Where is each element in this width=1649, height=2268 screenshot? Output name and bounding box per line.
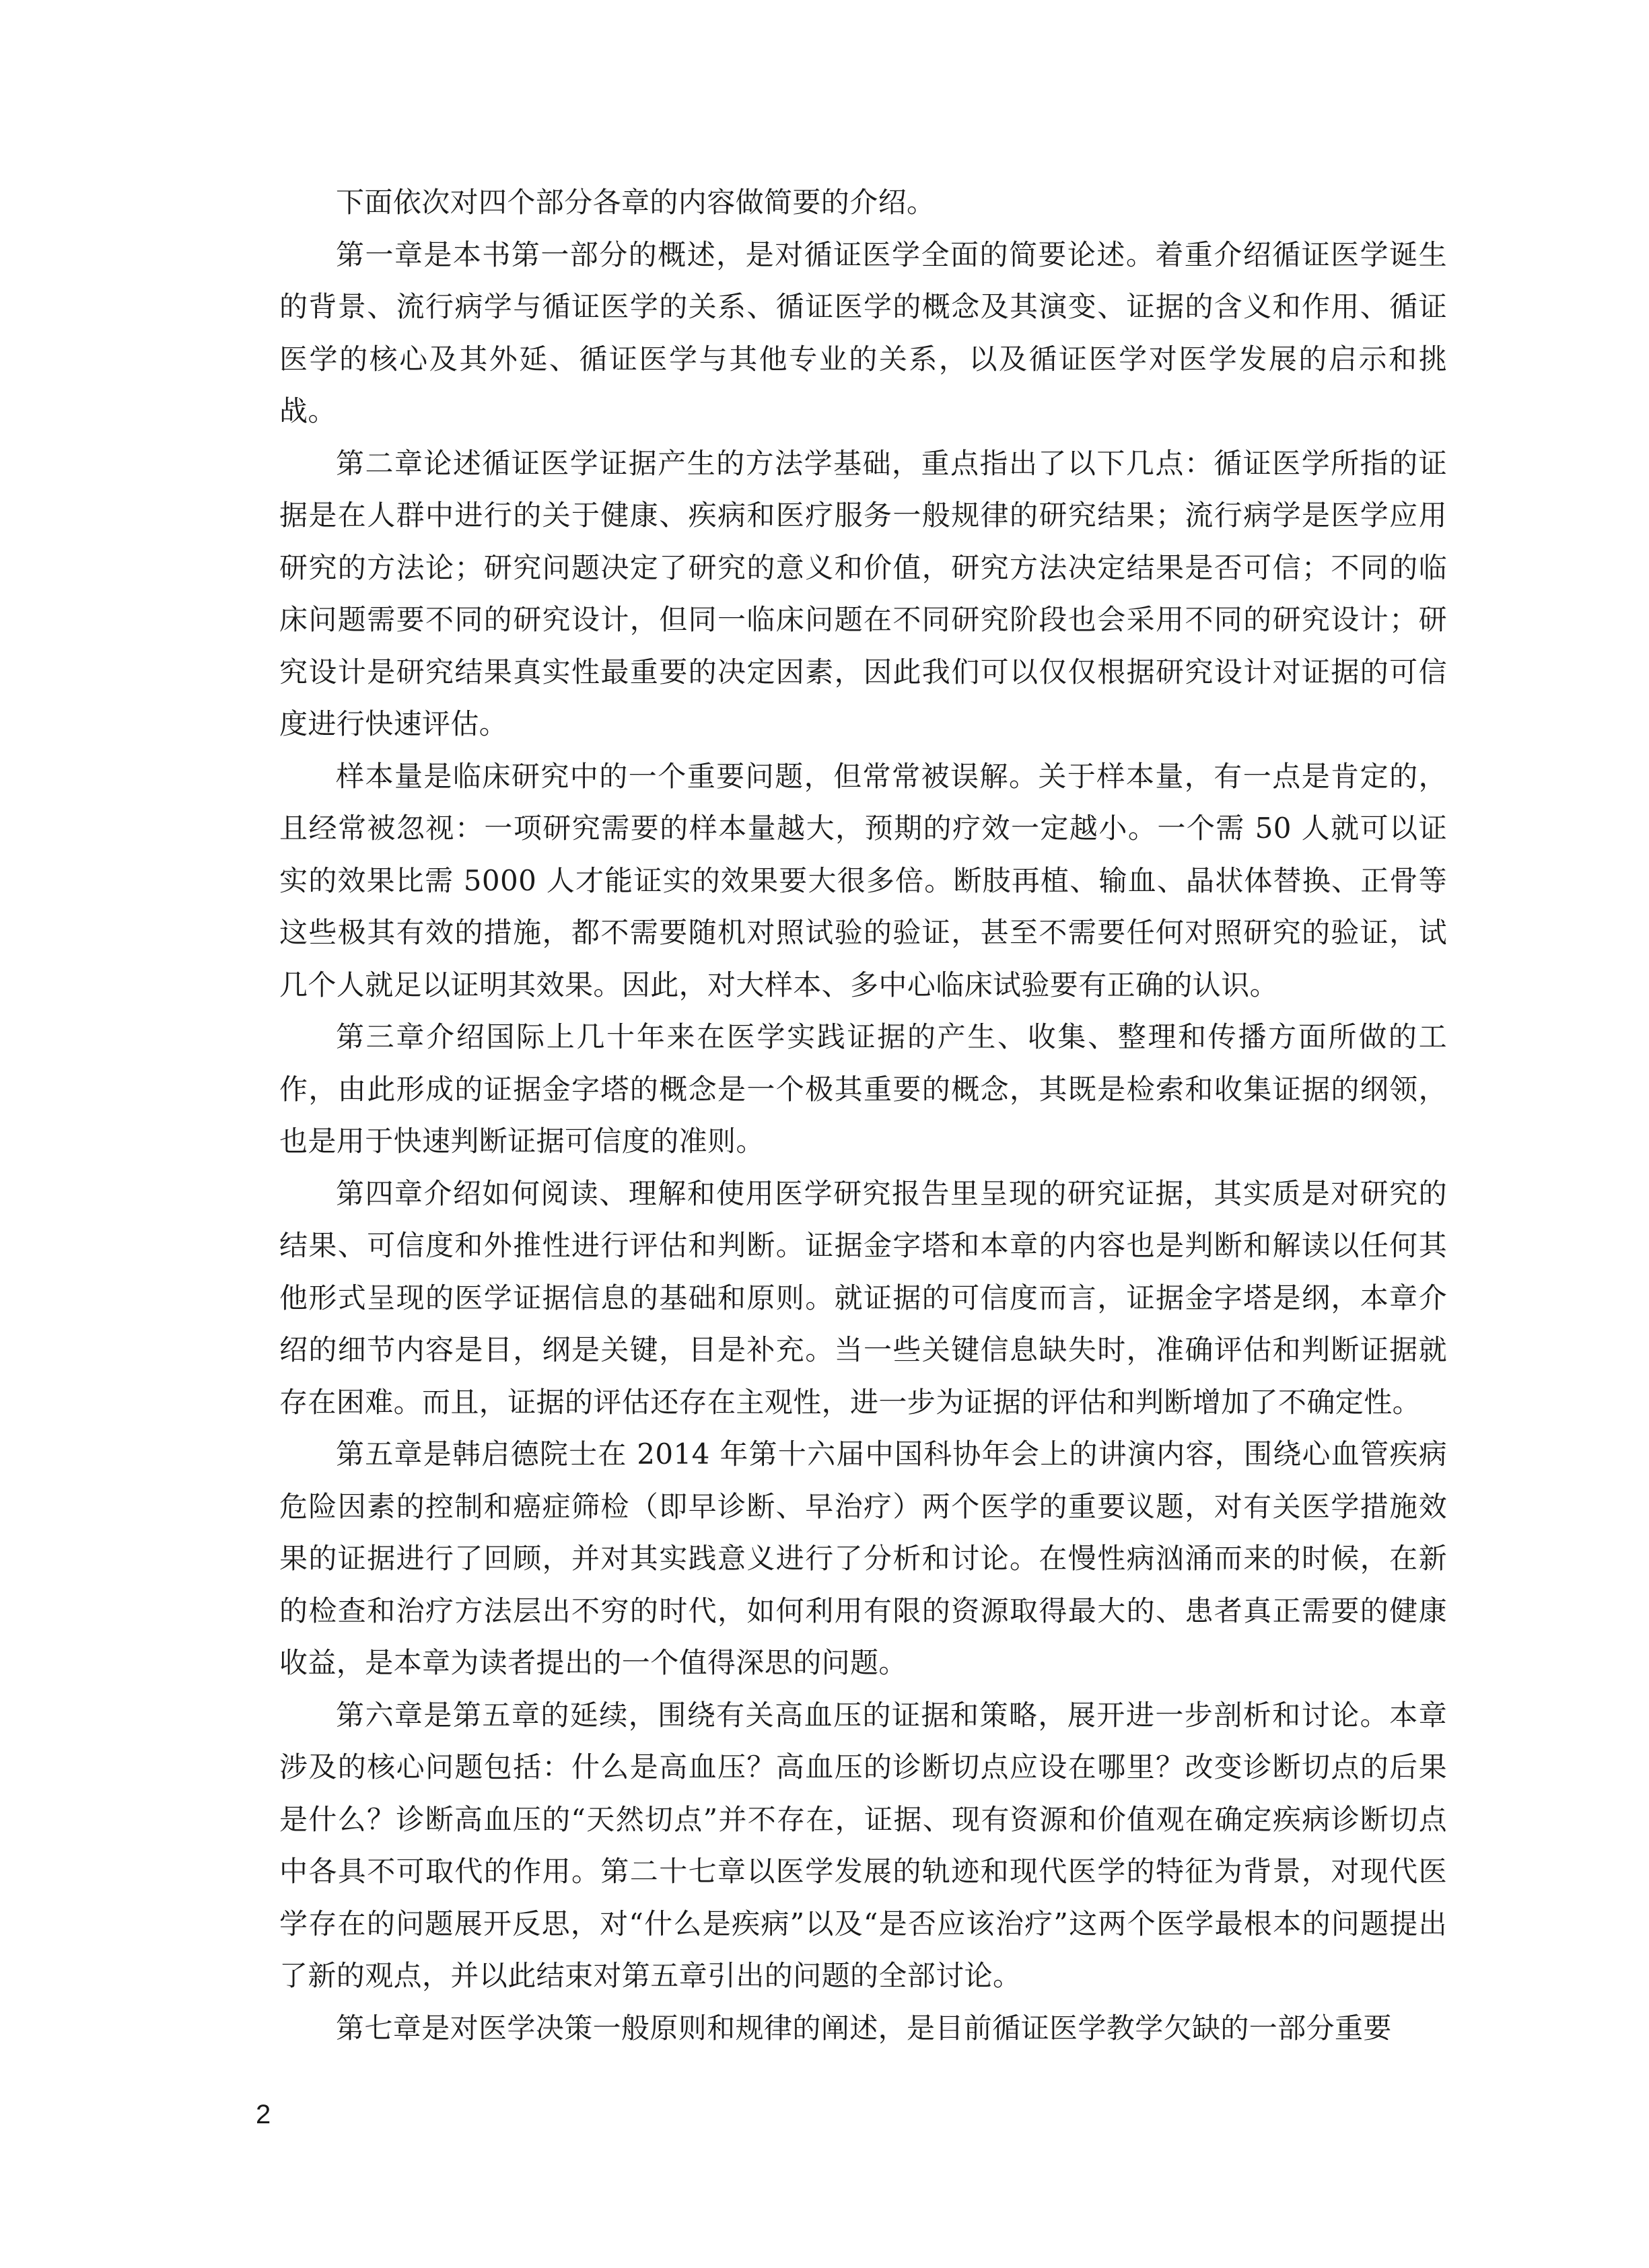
paragraph-chapter-5: 第五章是韩启德院士在 2014 年第十六届中国科协年会上的讲演内容，围绕心血管疾病危险因素的控制和癌症筛检（即早诊断、早治疗）两个医学的重要议题，对有关医学措施效果的证据进行了回顾，并对其实践意义进行了分析和讨论。在慢性病汹涌而来的时候，在新的检查和治疗方法层出不穷的时代，如何利用有限的资源取得最大的、患者真正需要的健康收益，是本章为读者提出的一个值得深思的问题。 — [279, 1438, 1447, 1679]
page-number: 2 — [256, 2100, 271, 2129]
paragraph-chapter-4: 第四章介绍如何阅读、理解和使用医学研究报告里呈现的研究证据，其实质是对研究的结果、可信度和外推性进行评估和判断。证据金字塔和本章的内容也是判断和解读以任何其他形式呈现的医学证据信息的基础和原则。就证据的可信度而言，证据金字塔是纲，本章介绍的细节内容是目，纲是关键，目是补充。当一些关键信息缺失时，准确评估和判断证据就存在困难。而且，证据的评估还存在主观性，进一步为证据的评估和判断增加了不确定性。 — [279, 1176, 1447, 1419]
paragraph-chapter-7: 第七章是对医学决策一般原则和规律的阐述，是目前循证医学教学欠缺的一部分重要 — [336, 2011, 1392, 2045]
paragraph-sample-size: 样本量是临床研究中的一个重要问题，但常常被误解。关于样本量，有一点是肯定的，且经常被忽视：一项研究需要的样本量越大，预期的疗效一定越小。一个需 50 人就可以证实的效果比需 5000 人才能证实的效果要大很多倍。断肢再植、输血、晶状体替换、正骨等这些极其有效的措施，都不需要随机对照试验的验证，甚至不需要任何对照研究的验证，试几个人就足以证明其效果。因此，对大样本、多中心临床试验要有正确的认识。 — [279, 759, 1447, 1001]
body-text — [279, 176, 1447, 2054]
paragraph-chapter-3: 第三章介绍国际上几十年来在医学实践证据的产生、收集、整理和传播方面所做的工作，由此形成的证据金字塔的概念是一个极其重要的概念，其既是检索和收集证据的纲领，也是用于快速判断证据可信度的准则。 — [279, 1020, 1447, 1158]
paragraph-chapter-2: 第二章论述循证医学证据产生的方法学基础，重点指出了以下几点：循证医学所指的证据是在人群中进行的关于健康、疾病和医疗服务一般规律的研究结果；流行病学是医学应用研究的方法论；研究问题决定了研究的意义和价值，研究方法决定结果是否可信；不同的临床问题需要不同的研究设计，但同一临床问题在不同研究阶段也会采用不同的研究设计；研究设计是研究结果真实性最重要的决定因素，因此我们可以仅仅根据研究设计对证据的可信度进行快速评估。 — [279, 446, 1447, 740]
paragraph-chapter-1: 第一章是本书第一部分的概述，是对循证医学全面的简要论述。着重介绍循证医学诞生的背景、流行病学与循证医学的关系、循证医学的概念及其演变、证据的含义和作用、循证医学的核心及其外延、循证医学与其他专业的关系，以及循证医学对医学发展的启示和挑战。 — [279, 238, 1447, 427]
paragraph-intro: 下面依次对四个部分各章的内容做简要的介绍。 — [336, 186, 936, 219]
paragraph-chapter-6: 第六章是第五章的延续，围绕有关高血压的证据和策略，展开进一步剖析和讨论。本章涉及的核心问题包括：什么是高血压？高血压的诊断切点应设在哪里？改变诊断切点的后果是什么？诊断高血压的“天然切点”并不存在，证据、现有资源和价值观在确定疾病诊断切点中各具不可取代的作用。第二十七章以医学发展的轨迹和现代医学的特征为背景，对现代医学存在的问题展开反思，对“什么是疾病”以及“是否应该治疗”这两个医学最根本的问题提出了新的观点，并以此结束对第五章引出的问题的全部讨论。 — [279, 1698, 1447, 1992]
